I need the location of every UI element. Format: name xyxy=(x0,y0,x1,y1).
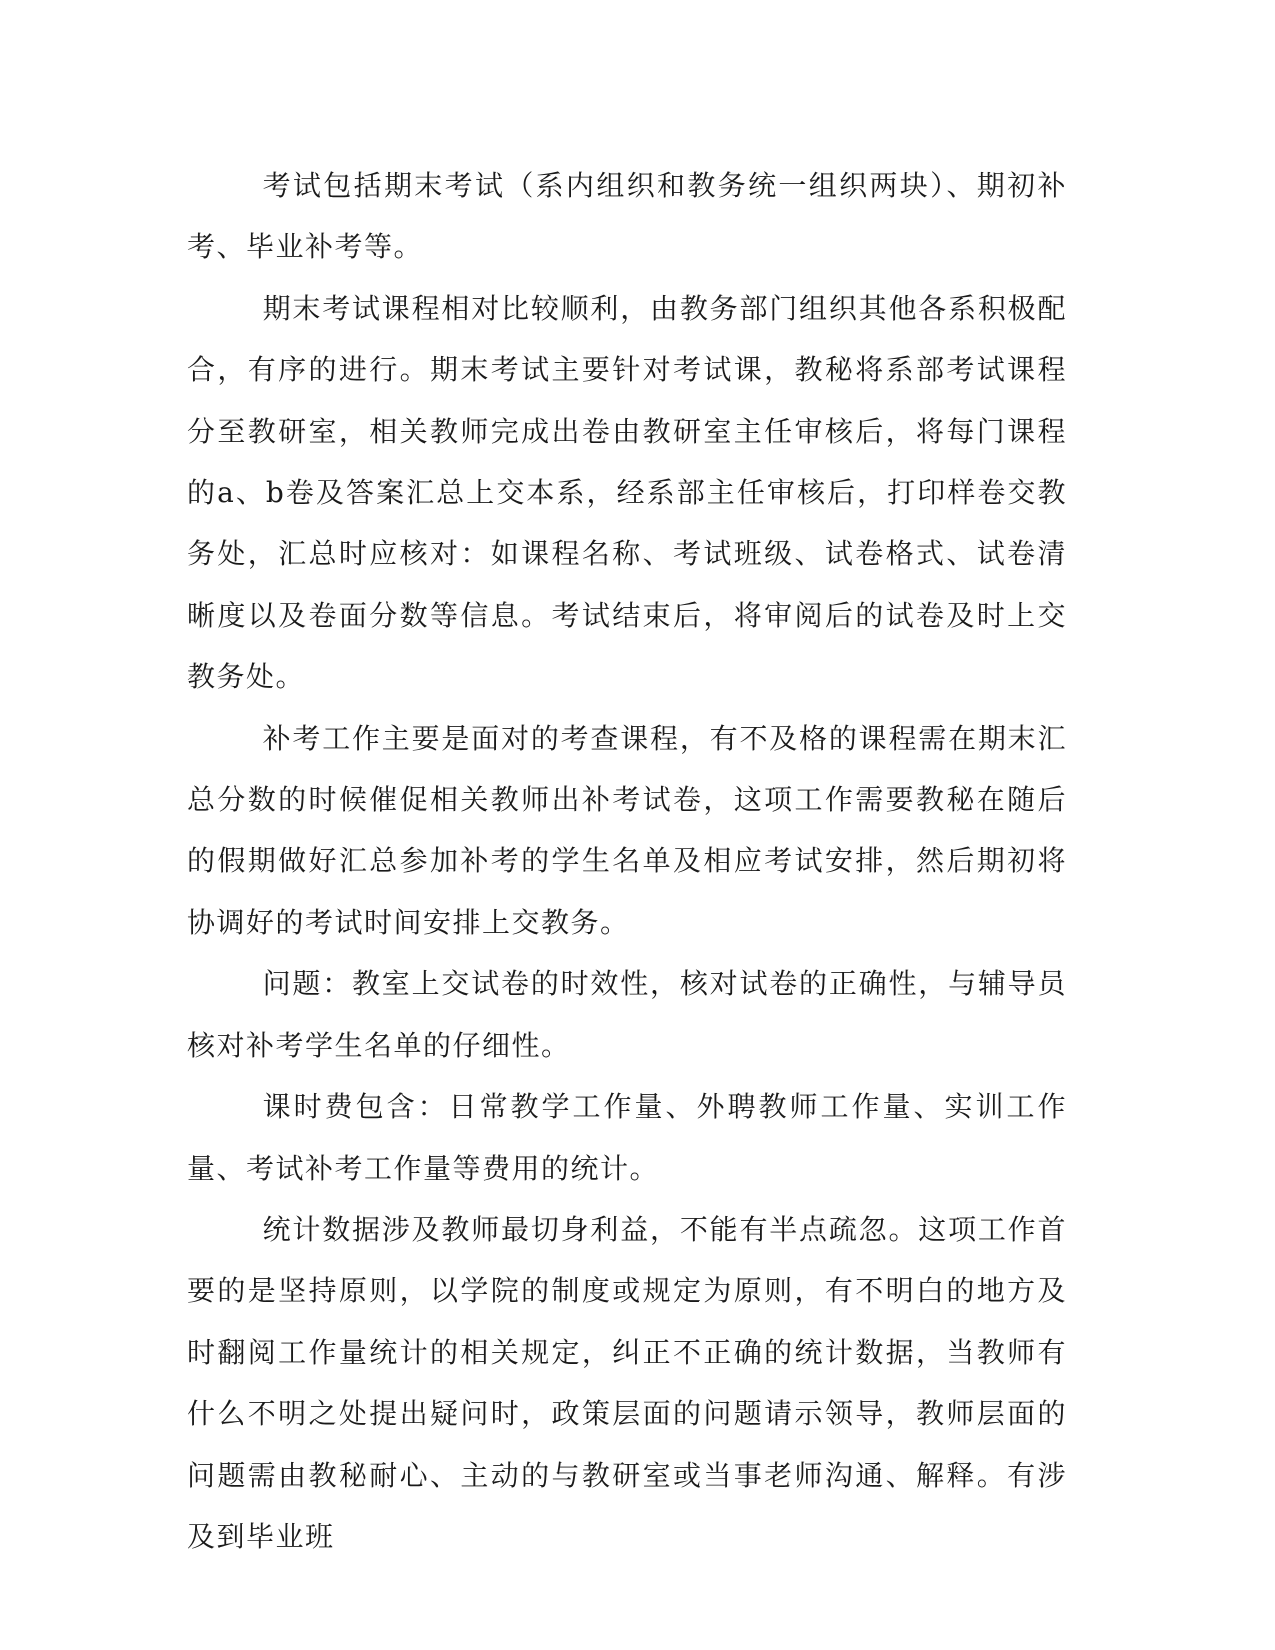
paragraph-statistics: 统计数据涉及教师最切身利益，不能有半点疏忽。这项工作首要的是坚持原则，以学院的制度或规定为原则，有不明白的地方及时翻阅工作量统计的相关规定，纠正不正确的统计数据，当教师有什么不明之处提出疑问时，政策层面的问题请示领导，教师层面的问题需由教秘耐心、主动的与教研室或当事老师沟通、解释。有涉及到毕业班 xyxy=(187,1212,1067,1553)
paragraph-makeup-exams: 补考工作主要是面对的考查课程，有不及格的课程需在期末汇总分数的时候催促相关教师出补考试卷，这项工作需要教秘在随后的假期做好汇总参加补考的学生名单及相应考试安排，然后期初将协调好的考试时间安排上交教务。 xyxy=(187,721,1067,939)
document-body xyxy=(187,155,1067,1567)
paragraph-issues: 问题：教室上交试卷的时效性，核对试卷的正确性，与辅导员核对补考学生名单的仔细性。 xyxy=(187,967,1067,1062)
paragraph-exam-scope: 考试包括期末考试（系内组织和教务统一组织两块）、期初补考、毕业补考等。 xyxy=(187,169,1067,264)
paragraph-final-exams: 期末考试课程相对比较顺利，由教务部门组织其他各系积极配合，有序的进行。期末考试主要针对考试课，教秘将系部考试课程分至教研室，相关教师完成出卷由教研室主任审核后，将每门课程的a、b卷及答案汇总上交本系，经系部主任审核后，打印样卷交教务处，汇总时应核对：如课程名称、考试班级、试卷格式、试卷清晰度以及卷面分数等信息。考试结束后，将审阅后的试卷及时上交教务处。 xyxy=(187,291,1067,694)
paragraph-class-hour-fees: 课时费包含：日常教学工作量、外聘教师工作量、实训工作量、考试补考工作量等费用的统计。 xyxy=(187,1090,1067,1185)
